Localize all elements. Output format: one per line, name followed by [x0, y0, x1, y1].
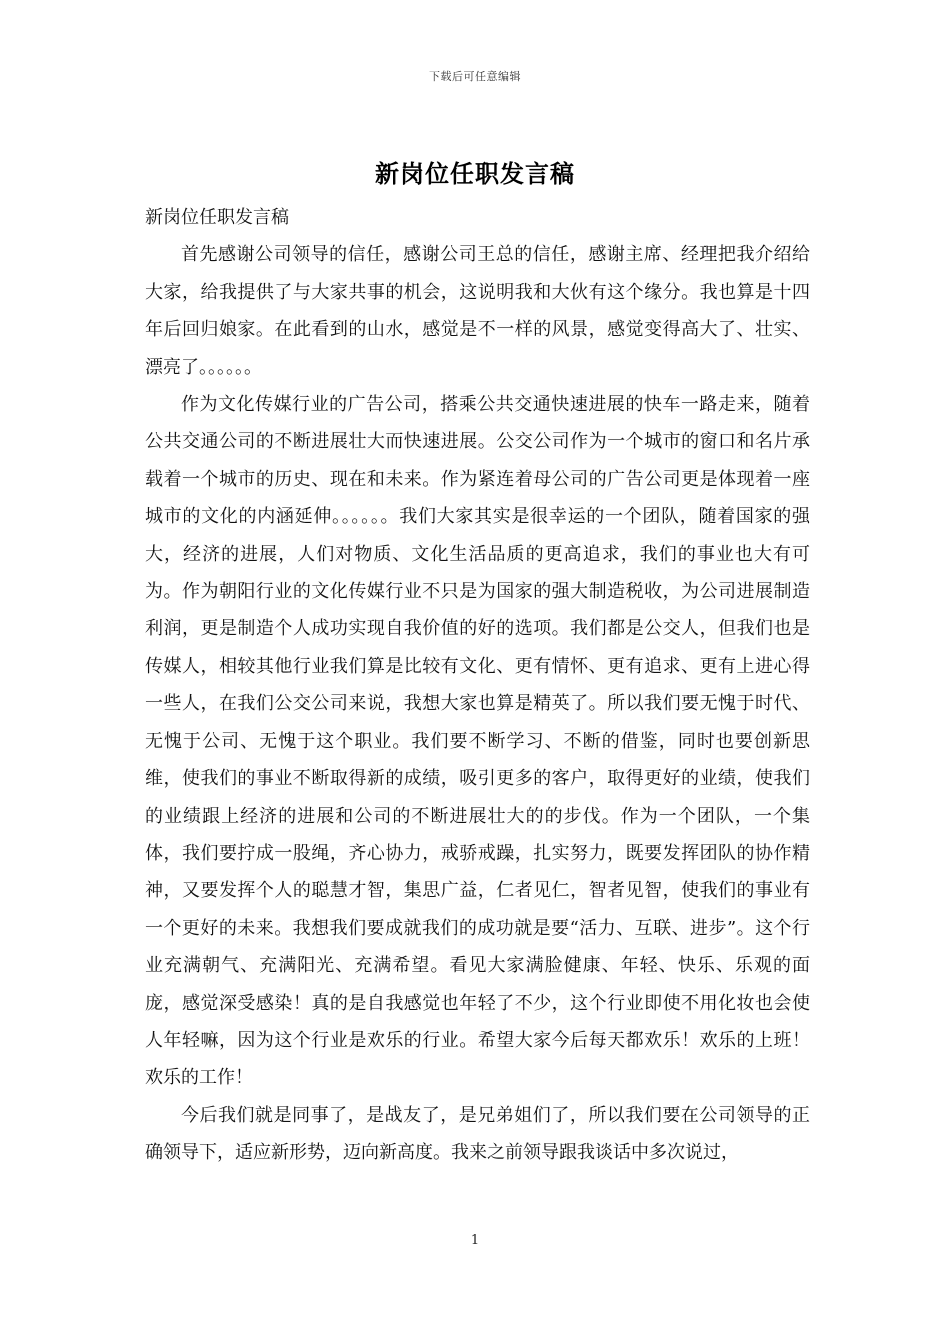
document-subtitle: 新岗位任职发言稿 [145, 207, 289, 228]
paragraph: 作为文化传媒行业的广告公司，搭乘公共交通快速进展的快车一路走来，随着公共交通公司的不断进展壮大而快速进展。公交公司作为一个城市的窗口和名片承载着一个城市的历史、现在和未来。作为紧连着母公司的广告公司更是体现着一座城市的文化的内涵延伸。。。。。。我们大家其实是很幸运的一个团队，随着国家的强大，经济的进展，人们对物质、文化生活品质的更高追求，我们的事业也大有可为。作为朝阳行业的文化传媒行业不只是为国家的强大制造税收，为公司进展制造利润，更是制造个人成功实现自我价值的好的选项。我们都是公交人，但我们也是传媒人，相较其他行业我们算是比较有文化、更有情怀、更有追求、更有上进心得一些人，在我们公交公司来说，我想大家也算是精英了。所以我们要无愧于时代、无愧于公司、无愧于这个职业。我们要不断学习、不断的借鉴，同时也要创新思维，使我们的事业不断取得新的成绩，吸引更多的客户，取得更好的业绩，使我们的业绩跟上经济的进展和公司的不断进展壮大的的步伐。作为一个团队，一个集体，我们要拧成一股绳，齐心协力，戒骄戒躁，扎实努力，既要发挥团队的协作精神，又要发挥个人的聪慧才智，集思广益，仁者见仁，智者见智，使我们的事业有一个更好的未来。我想我们要成就我们的成功就是要“活力、互联、进步”。这个行业充满朝气、充满阳光、充满希望。看见大家满脸健康、年轻、快乐、乐观的面庞，感觉深受感染！真的是自我感觉也年轻了不少，这个行业即使不用化妆也会使人年轻嘛，因为这个行业是欢乐的行业。希望大家今后每天都欢乐！欢乐的上班！欢乐的工作！ [145, 394, 810, 1089]
page-header-note: 下载后可任意编辑 [429, 70, 521, 83]
paragraph: 首先感谢公司领导的信任，感谢公司王总的信任，感谢主席、经理把我介绍给大家，给我提供了与大家共事的机会，这说明我和大伙有这个缘分。我也算是十四年后回归娘家。在此看到的山水，感觉是不一样的风景，感觉变得高大了、壮实、漂亮了。。。。。。 [145, 244, 810, 378]
document-title: 新岗位任职发言稿 [375, 159, 575, 188]
paragraph: 今后我们就是同事了，是战友了，是兄弟姐们了，所以我们要在公司领导的正确领导下，适应新形势，迈向新高度。我来之前领导跟我谈话中多次说过， [145, 1104, 810, 1164]
page-number: 1 [470, 1233, 480, 1248]
document-body [145, 199, 810, 1172]
